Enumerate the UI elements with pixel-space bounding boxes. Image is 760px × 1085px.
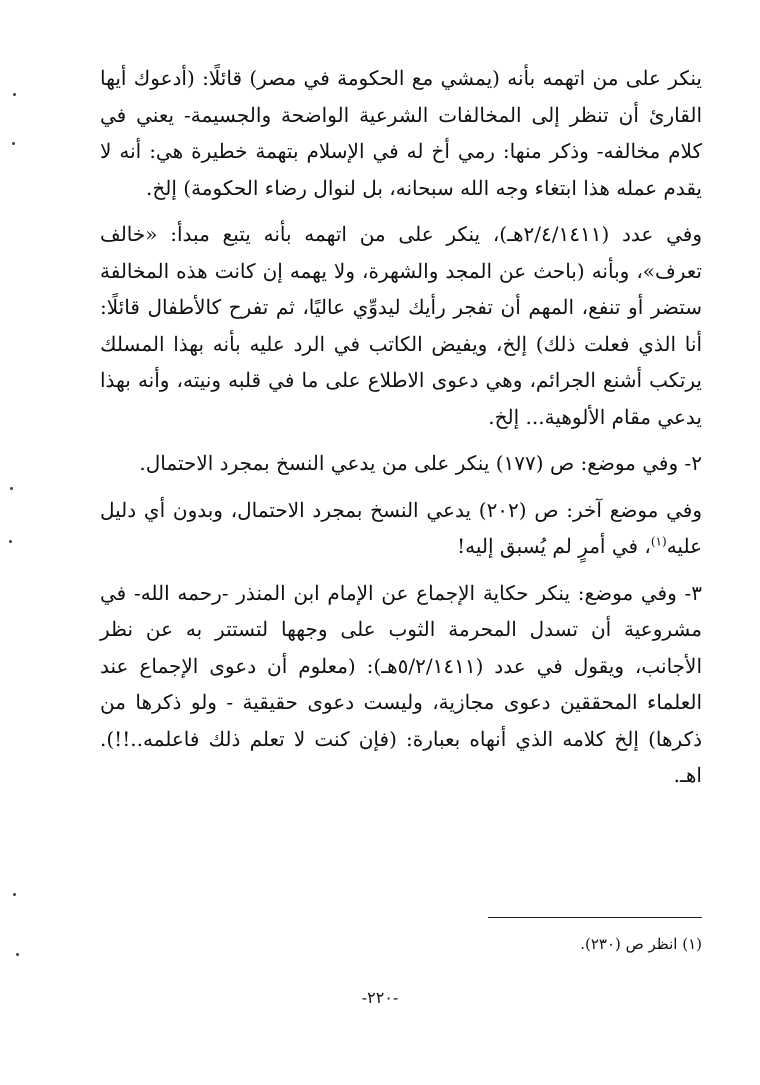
footnote-separator (488, 917, 702, 918)
paragraph-1: ينكر على من اتهمه بأنه (يمشي مع الحكومة في مصر) قائلًا: (أدعوك أيها القارئ أن تنظر إلى المخالفات الشرعية الواضحة والجسيمة- يعني في كلام مخالفه- وذكر منها: رمي أخ له في الإسلام بتهمة خطيرة هي: أنه لا يقدم عمله هذا ابتغاء وجه الله سبحانه، بل لنوال رضاء الحكومة) إلخ. (100, 66, 702, 200)
footnote: (١) انظر ص (٢٣٠). (580, 935, 702, 953)
scan-speck (10, 487, 13, 490)
paragraph-4-text: وفي موضع آخر: ص (٢٠٢) يدعي النسخ بمجرد الاحتمال، وبدون أي دليل عليه (100, 497, 703, 558)
paragraph-3: ٢- وفي موضع: ص (١٧٧) ينكر على من يدعي النسخ بمجرد الاحتمال. (139, 451, 702, 475)
scan-speck (13, 93, 16, 96)
scan-speck (16, 953, 19, 956)
page-number: -٢٢٠- (361, 988, 399, 1007)
paragraph-2: وفي عدد (٢/٤/١٤١١هـ)، ينكر على من اتهمه بأنه يتبع مبدأ: «خالف تعرف»، وبأنه (باحث عن المجد والشهرة، ولا يهمه إن كانت هذه المخالفة ستضر أو تنفع، المهم أن تفجر رأيك ليدوِّي عاليًا، ثم تفرح كالأطفال قائلًا: أنا الذي فعلت ذلك) إلخ، ويفيض الكاتب في الرد عليه بأنه بهذا المسلك يرتكب أشنع الجرائم، وهي دعوى الاطلاع على ما في قلبه ونيته، وأنه بهذا يدعي مقام الألوهية... إلخ. (100, 222, 702, 429)
paragraph-5: ٣- وفي موضع: ينكر حكاية الإجماع عن الإمام ابن المنذر -رحمه الله- في مشروعية أن تسدل المحرمة الثوب على وجهها لتستتر به عن نظر الأجانب، ويقول في عدد (٥/٢/١٤١١هـ): (معلوم أن دعوى الإجماع عند العلماء المحققين دعوى مجازية، وليست دعوى حقيقية - ولو ذكرها من ذكرها) إلخ كلامه الذي أنهاه بعبارة: (فإن كنت لا تعلم ذلك فاعلمه..!!). اهـ. (100, 580, 702, 787)
scan-speck (13, 893, 16, 896)
paragraph-4 (100, 492, 702, 565)
paragraph-4-text-end: ، في أمرٍ لم يُسبق إليه! (457, 534, 651, 558)
scan-speck (9, 540, 12, 543)
footnote-reference[interactable]: (١) (650, 534, 667, 549)
scan-speck (12, 142, 15, 145)
page-body (100, 60, 702, 794)
